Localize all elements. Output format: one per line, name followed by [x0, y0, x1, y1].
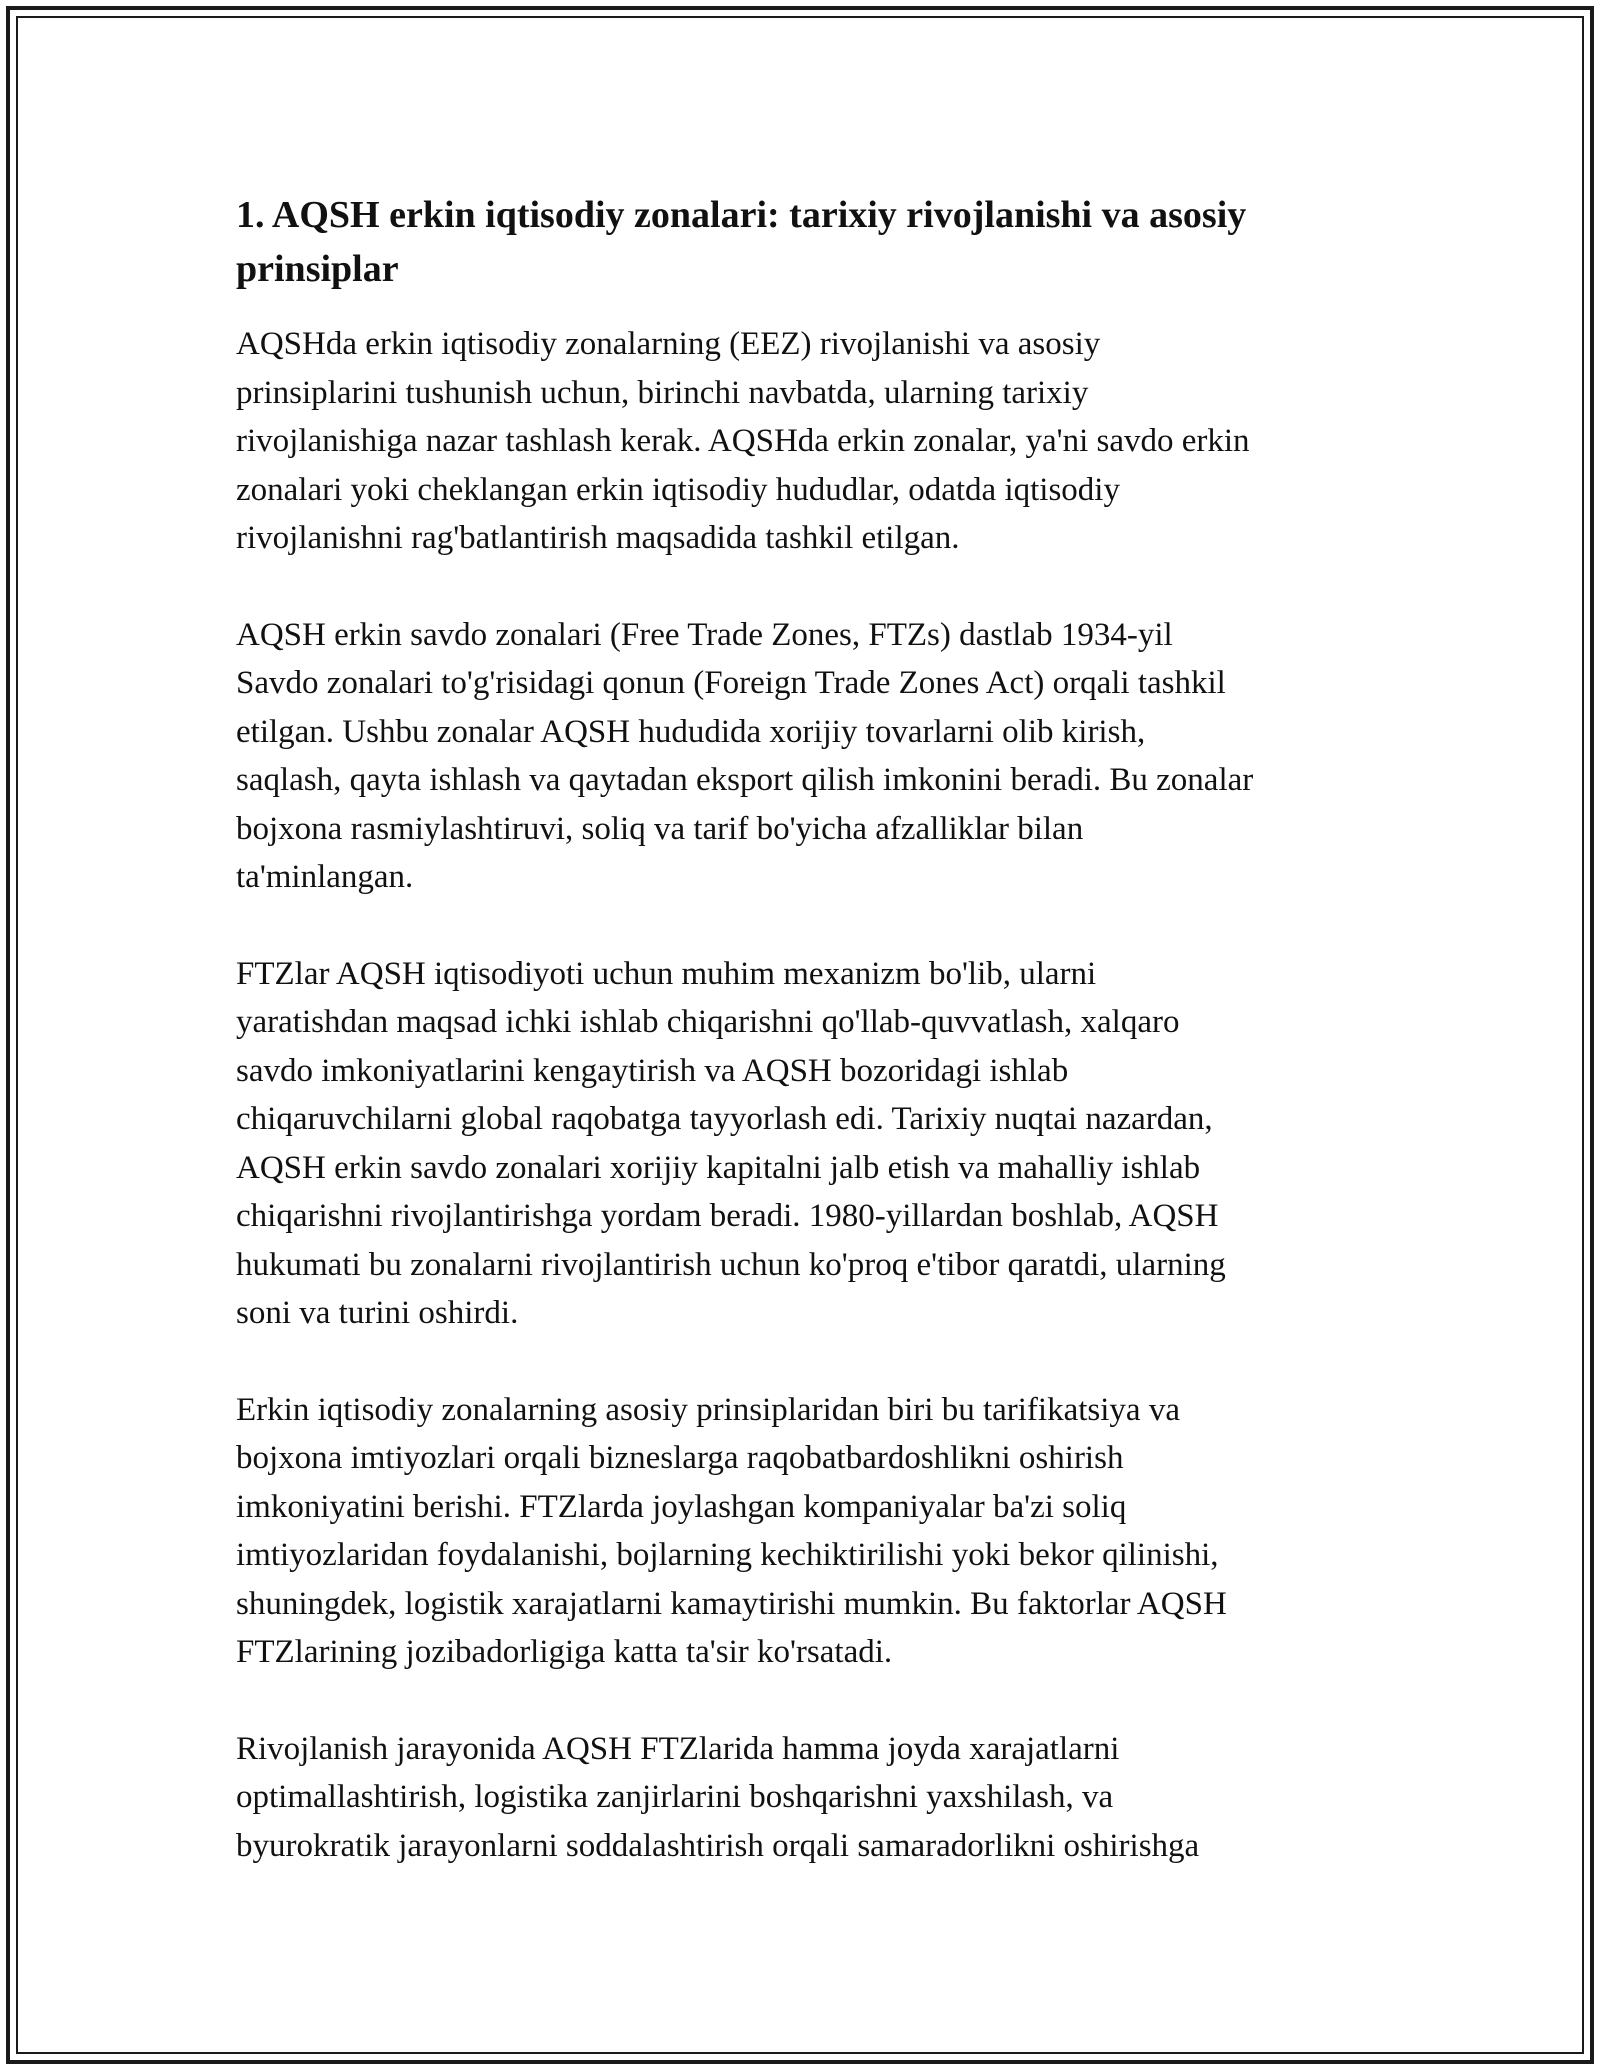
- text-line: Erkin iqtisodiy zonalarning asosiy prinsiplaridan biri bu tarifikatsiya va: [236, 1391, 1180, 1428]
- text-line: prinsiplarini tushunish uchun, birinchi navbatda, ularning tarixiy: [236, 374, 1089, 411]
- section-heading: [236, 188, 1376, 296]
- document-body: [236, 188, 1376, 1918]
- text-line: soni va turini oshirdi.: [236, 1295, 519, 1331]
- text-line: AQSHda erkin iqtisodiy zonalarning (EEZ) rivojlanishi va asosiy: [236, 326, 1101, 362]
- text-line: byurokratik jarayonlarni soddalashtirish orqali samaradorlikni oshirishga: [236, 1827, 1200, 1864]
- paragraph: [236, 1386, 1376, 1677]
- text-line: etilgan. Ushbu zonalar AQSH hududida xorijiy tovarlarni olib kirish,: [236, 713, 1146, 750]
- text-line: savdo imkoniyatlarini kengaytirish va AQSH bozoridagi ishlab: [236, 1052, 1069, 1089]
- text-line: ta'minlangan.: [236, 859, 414, 895]
- paragraph: [236, 320, 1376, 563]
- text-line: bojxona imtiyozlari orqali bizneslarga raqobatbardoshlikni oshirish: [236, 1440, 1124, 1476]
- text-line: imtiyozlaridan foydalanishi, bojlarning kechiktirilishi yoki bekor qilinishi,: [236, 1537, 1219, 1573]
- text-line: saqlash, qayta ishlash va qaytadan eksport qilish imkonini beradi. Bu zonalar: [236, 762, 1254, 798]
- text-line: Rivojlanish jarayonida AQSH FTZlarida hamma joyda xarajatlarni: [236, 1730, 1120, 1767]
- text-line: chiqaruvchilarni global raqobatga tayyorlash edi. Tarixiy nuqtai nazardan,: [236, 1101, 1213, 1137]
- text-line: FTZlarining jozibadorligiga katta ta'sir ko'rsatadi.: [236, 1634, 893, 1670]
- text-line: hukumati bu zonalarni rivojlantirish uchun ko'proq e'tibor qaratdi, ularning: [236, 1246, 1226, 1283]
- text-line: rivojlanishni rag'batlantirish maqsadida tashkil etilgan.: [236, 520, 960, 556]
- text-line: Savdo zonalari to'g'risidagi qonun (Foreign Trade Zones Act) orqali tashkil: [236, 665, 1226, 701]
- text-line: chiqarishni rivojlantirishga yordam beradi. 1980-yillardan boshlab, AQSH: [236, 1198, 1219, 1234]
- text-line: AQSH erkin savdo zonalari xorijiy kapitalni jalb etish va mahalliy ishlab: [236, 1149, 1201, 1186]
- text-line: bojxona rasmiylashtiruvi, soliq va tarif bo'yicha afzalliklar bilan: [236, 810, 1084, 847]
- heading-line: 1. AQSH erkin iqtisodiy zonalari: tarixiy rivojlanishi va asosiy: [236, 194, 1247, 236]
- paragraph: [236, 950, 1376, 1338]
- text-line: rivojlanishiga nazar tashlash kerak. AQSHda erkin zonalar, ya'ni savdo erkin: [236, 423, 1250, 459]
- text-line: yaratishdan maqsad ichki ishlab chiqarishni qo'llab-quvvatlash, xalqaro: [236, 1004, 1180, 1040]
- paragraph: [236, 1725, 1376, 1871]
- paragraph: [236, 611, 1376, 902]
- heading-line: prinsiplar: [236, 248, 399, 290]
- text-line: imkoniyatini berishi. FTZlarda joylashgan kompaniyalar ba'zi soliq: [236, 1488, 1127, 1525]
- text-line: shuningdek, logistik xarajatlarni kamaytirishi mumkin. Bu faktorlar AQSH: [236, 1585, 1227, 1622]
- text-line: optimallashtirish, logistika zanjirlarini boshqarishni yaxshilash, va: [236, 1779, 1114, 1815]
- text-line: FTZlar AQSH iqtisodiyoti uchun muhim mexanizm bo'lib, ularni: [236, 955, 1097, 992]
- text-line: zonalari yoki cheklangan erkin iqtisodiy hududlar, odatda iqtisodiy: [236, 471, 1120, 508]
- text-line: AQSH erkin savdo zonalari (Free Trade Zones, FTZs) dastlab 1934-yil: [236, 616, 1173, 653]
